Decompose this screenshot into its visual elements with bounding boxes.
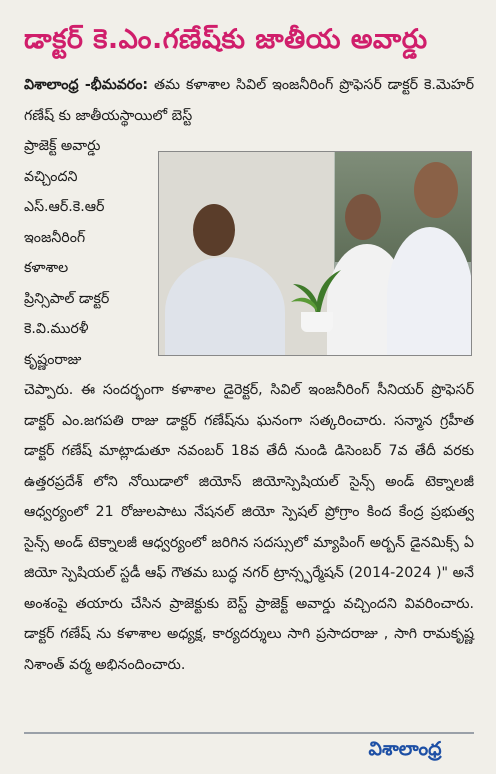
person-left-body <box>165 257 285 356</box>
narrow-line: కృష్ణంరాజు <box>24 351 82 368</box>
narrow-line: కళాశాల <box>24 260 69 276</box>
narrow-line: ప్రాజెక్ట్ అవార్డు <box>24 138 101 154</box>
award-photo <box>158 151 472 356</box>
narrow-line: వచ్చిందని <box>24 168 78 185</box>
person-left-head <box>193 204 235 256</box>
person-right-body <box>387 227 472 356</box>
narrow-column <box>24 131 152 375</box>
narrow-line: కె.వి.మురళీ <box>24 321 89 337</box>
narrow-line: ఇంజనీరింగ్ <box>24 229 86 246</box>
narrow-line: ప్రిన్సిపాల్ డాక్టర్ <box>24 290 110 307</box>
headline: డాక్టర్ కె.ఎం.గణేష్‌కు జాతీయ అవార్డు <box>24 24 428 55</box>
intro-paragraph <box>24 70 474 131</box>
person-right-head <box>414 162 458 218</box>
publication-logo: విశాలాంధ్ర <box>368 738 442 760</box>
plant-pot <box>301 312 333 332</box>
narrow-line: ఎస్.ఆర్.కె.ఆర్ <box>24 199 105 215</box>
dateline: విశాలాంధ్ర -భీమవరం: <box>24 77 149 93</box>
clipped-previous-text <box>0 0 496 14</box>
person-middle-head <box>345 194 381 240</box>
intro-text: తమ కళాశాల సివిల్ ఇంజనీరింగ్ ప్రొఫెసర్ డాక్టర్ కె.మెహర్ గణేష్ కు జాతీయస్థాయిలో బెస్ట్ <box>24 77 474 124</box>
clipped-next-headline <box>24 762 364 774</box>
main-paragraph: చెప్పారు. ఈ సందర్భంగా కళాశాల డైరెక్టర్, సివిల్ ఇంజనీరింగ్ సీనియర్ ప్రొఫెసర్ డాక్టర్ ఎం.జగపతి రాజు డాక్టర్ గణేష్‌ను ఘనంగా సత్కరించారు. సన్మాన గ్రహీత డాక్టర్ గణేష్ మాట్లాడుతూ నవంబర్ 18వ తేదీ నుండి డిసెంబర్ 7వ తేదీ వరకు ఉత్తరప్రదేశ్ లోని నోయిడాలో జియోస్ జియోస్పెషియల్ సైన్స్ అండ్ టెక్నాలజీ ఆధ్వర్యంలో 21 రోజులపాటు నేషనల్ జియో స్పెషల్ ప్రోగ్రాం కింద కేంద్ర ప్రభుత్వ సైన్స్ అండ్ టెక్నాలజీ ఆధ్వర్యంలో జరిగిన సదస్సులో మ్యాపింగ్ అర్బన్ డైనమిక్స్ ఏ జియో స్పెషియల్ స్టడీ ఆఫ్ గౌతమ బుద్ధ నగర్ ట్రాన్స్ఫర్మేషన్ (2014-2024 )" అనే అంశంపై తయారు చేసిన ప్రాజెక్టుకు బెస్ట్ ప్రాజెక్ట్ అవార్డు వచ్చిందని వివరించారు. డాక్టర్ గణేష్ ను కళాశాల అధ్యక్ష, కార్యదర్శులు సాగి ప్రసాదరాజు , సాగి రామకృష్ణ నిశాంత్ వర్మ అభినందించారు. <box>24 382 474 673</box>
